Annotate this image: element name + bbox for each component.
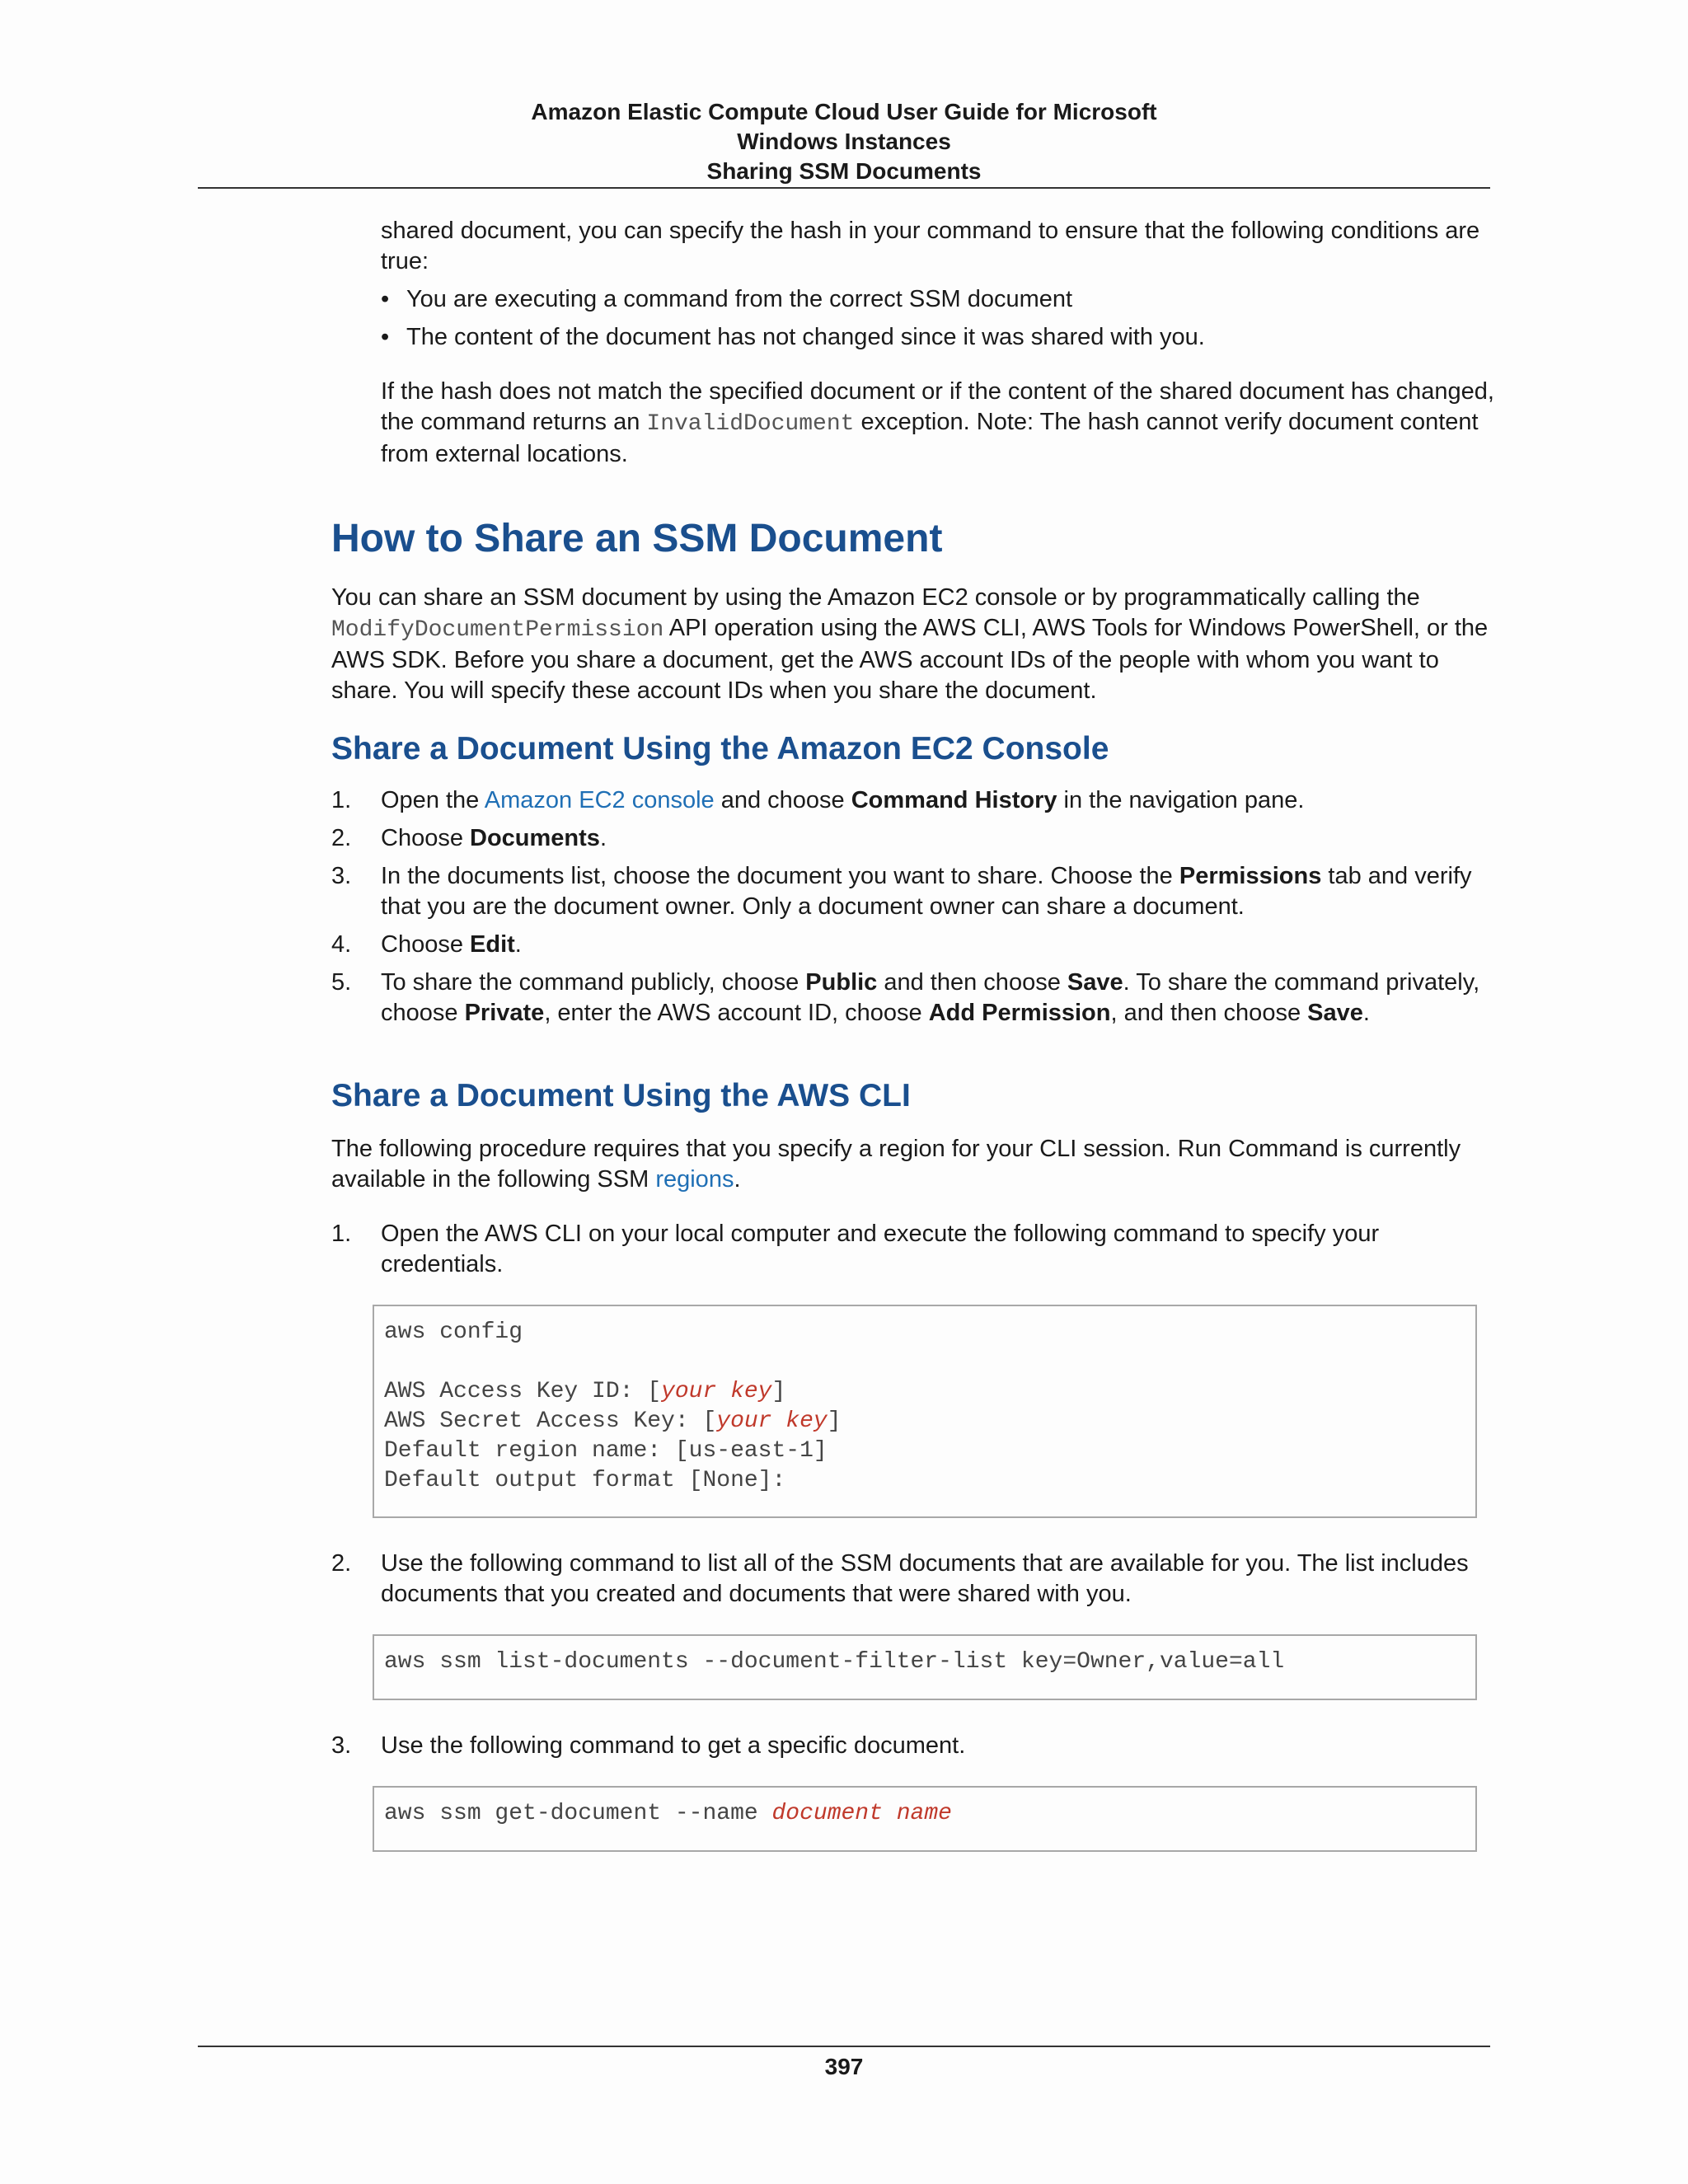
- bullet-icon: •: [381, 324, 390, 350]
- list-item: • The content of the document has not changed since it was shared with you.: [381, 322, 1502, 353]
- list-item: 1. Open the Amazon EC2 console and choose Command History in the navigation pane.: [331, 787, 1305, 813]
- cli-steps-cont-2: [331, 1731, 1502, 1761]
- code-block-aws-config: aws config AWS Access Key ID: [your key] AWS Secret Access Key: [your key] Default region name: [us-east-1] Default output format [None]:: [373, 1305, 1477, 1518]
- intro-block: [381, 216, 1502, 470]
- conditions-list: [381, 284, 1502, 353]
- list-item: 2. Use the following command to list all of the SSM documents that are available for you. The list includes documents that you created and documents that were shared with you.: [331, 1550, 1469, 1607]
- section-heading: How to Share an SSM Document: [331, 517, 943, 560]
- ec2-console-link[interactable]: Amazon EC2 console: [484, 787, 715, 813]
- cli-paragraph: The following procedure requires that you specify a region for your CLI session. Run Command is currently available in the following SSM regions.: [331, 1136, 1461, 1193]
- code-block-list-documents: aws ssm list-documents --document-filter-list key=Owner,value=all: [373, 1634, 1477, 1700]
- inline-code: InvalidDocument: [646, 411, 855, 437]
- page-header: [198, 97, 1490, 186]
- placeholder-text: your key: [661, 1379, 772, 1404]
- list-item: 1. Open the AWS CLI on your local computer and execute the following command to specify your credentials.: [331, 1221, 1380, 1277]
- regions-link[interactable]: regions: [655, 1166, 734, 1193]
- cli-steps-cont: [331, 1549, 1502, 1610]
- list-item: 3. Use the following command to get a specific document.: [331, 1732, 966, 1759]
- subsection-heading-console: Share a Document Using the Amazon EC2 Console: [331, 731, 1109, 766]
- page-number: 397: [824, 2054, 864, 2079]
- list-item: 3. In the documents list, choose the document you want to share. Choose the Permissions tab and verify that you are the document owner. Only a document owner can share a document.: [331, 863, 1472, 920]
- bullet-icon: •: [381, 286, 390, 312]
- header-guide-title: Amazon Elastic Compute Cloud User Guide for Microsoft: [531, 99, 1157, 124]
- list-item: • You are executing a command from the correct SSM document: [381, 284, 1502, 315]
- list-item: 5. To share the command publicly, choose Public and then choose Save. To share the command privately, choose Private, enter the AWS account ID, choose Add Permission, and then choose Save.: [331, 969, 1480, 1026]
- page-content: [331, 216, 1502, 1852]
- placeholder-text: your key: [716, 1408, 828, 1434]
- header-section-title: Sharing SSM Documents: [706, 158, 982, 184]
- share-paragraph: You can share an SSM document by using the Amazon EC2 console or by programmatically calling the ModifyDocumentPermission API operation using the AWS CLI, AWS Tools for Windows PowerShell, or the AWS SDK. Before you share a document, get the AWS account IDs of the people with whom you want to share. You will specify these account IDs when you share the document.: [331, 584, 1489, 704]
- list-item: 4. Choose Edit.: [331, 931, 522, 958]
- cli-steps: [331, 1219, 1502, 1280]
- code-block-get-document: aws ssm get-document --name document name: [373, 1786, 1477, 1852]
- header-divider: [198, 187, 1490, 189]
- intro-paragraph: shared document, you can specify the hash in your command to ensure that the following conditions are true:: [381, 218, 1480, 274]
- hash-paragraph: If the hash does not match the specified document or if the content of the shared document has changed, the command returns an InvalidDocument exception. Note: The hash cannot verify document content from external locations.: [381, 378, 1494, 467]
- console-steps: [331, 785, 1502, 1029]
- footer-divider: [198, 2046, 1490, 2047]
- header-guide-subtitle: Windows Instances: [737, 129, 951, 154]
- subsection-heading-cli: Share a Document Using the AWS CLI: [331, 1078, 911, 1113]
- inline-code: ModifyDocumentPermission: [331, 617, 664, 643]
- list-item: 2. Choose Documents.: [331, 825, 607, 851]
- placeholder-text: document name: [771, 1801, 952, 1826]
